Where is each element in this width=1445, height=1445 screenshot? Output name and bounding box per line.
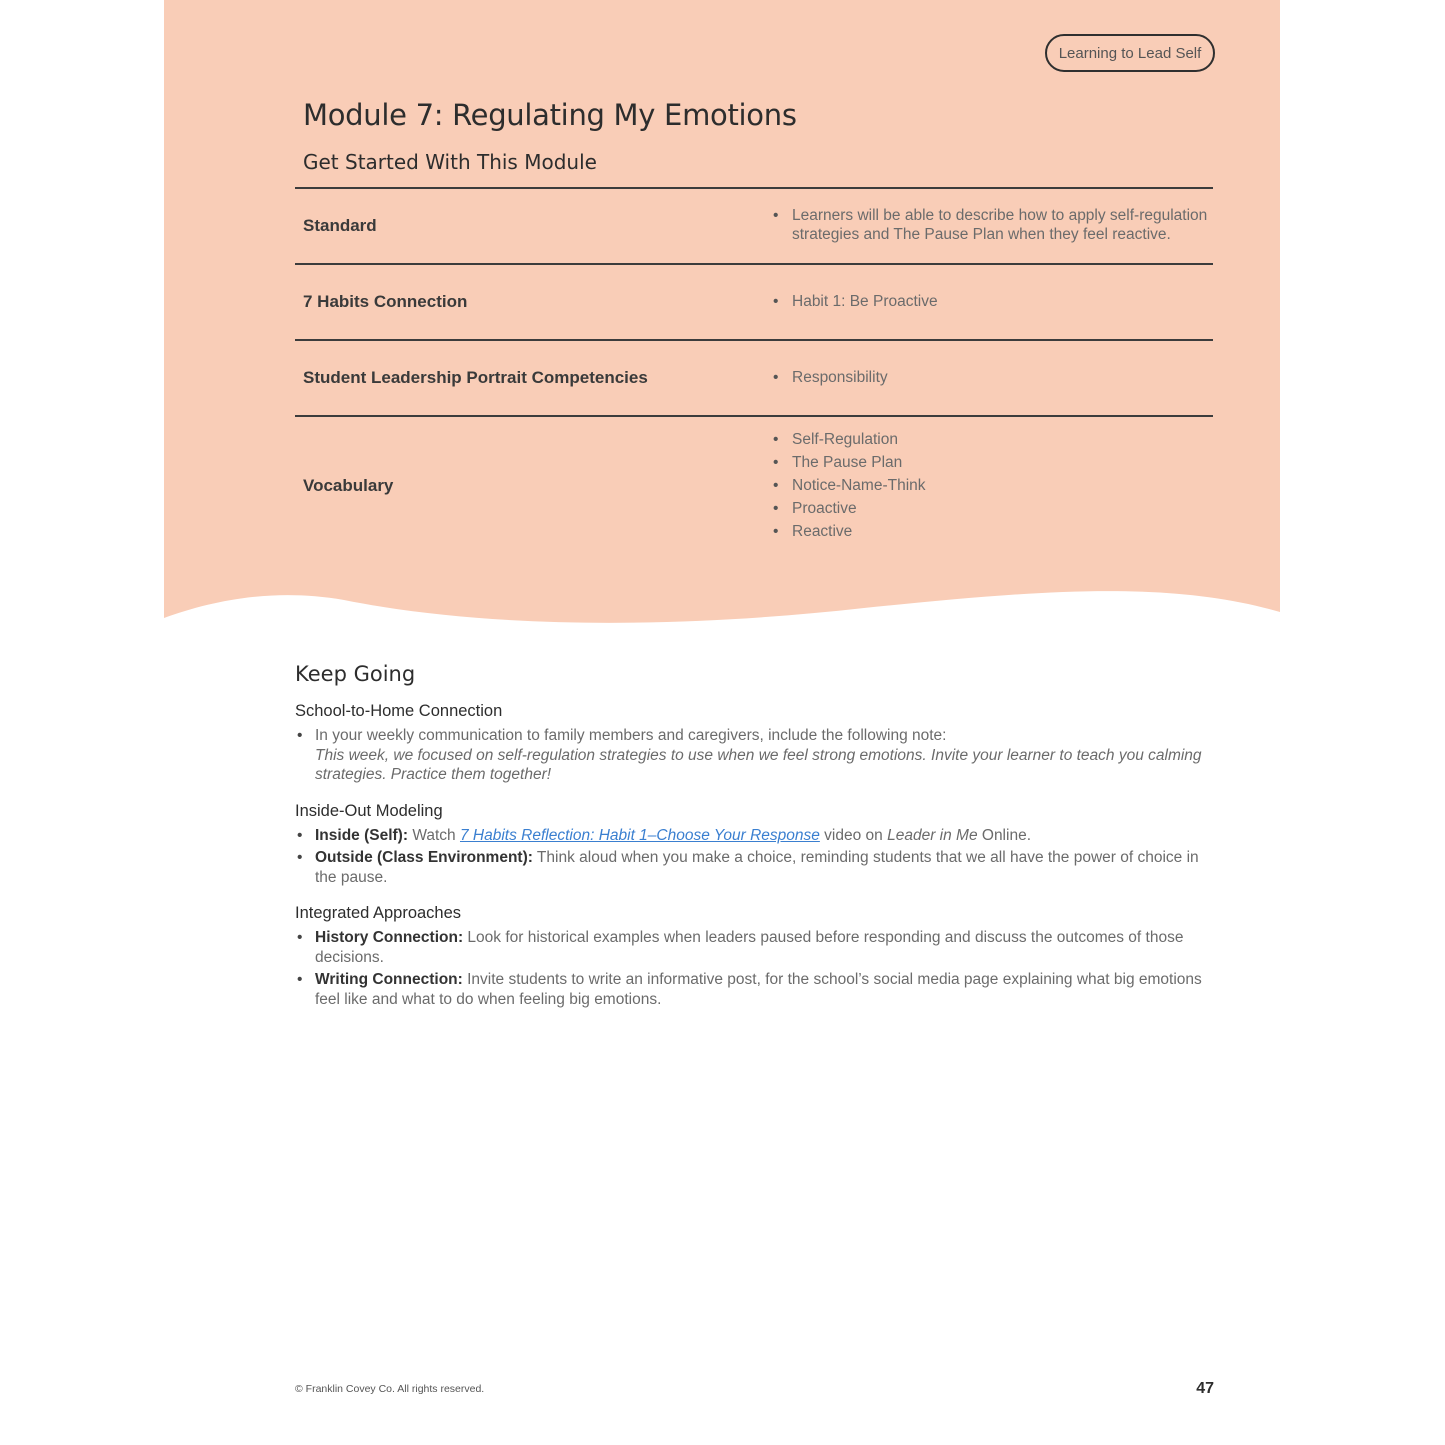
list-item	[295, 726, 1213, 785]
page-subtitle: Get Started With This Module	[303, 150, 597, 174]
table-row-vocabulary	[295, 415, 1213, 555]
integrated-list	[295, 928, 1213, 1009]
row-label: Student Leadership Portrait Competencies	[303, 368, 648, 387]
list-item: • Reactive	[773, 522, 1213, 541]
item-text: Online.	[977, 826, 1031, 844]
item-label: Writing Connection:	[315, 971, 463, 988]
list-item	[295, 928, 1213, 967]
item-label: Inside (Self):	[315, 826, 409, 844]
list-item	[295, 848, 1213, 887]
table-row-habits	[295, 263, 1213, 339]
item-text: Watch	[408, 826, 460, 844]
school-home-heading: School-to-Home Connection	[295, 702, 503, 720]
row-label: Vocabulary	[303, 476, 394, 495]
row-values	[773, 428, 1213, 545]
document-page	[164, 0, 1280, 1445]
item-text: Think aloud when you make a choice, reminding students that we all have the power of choice in the pause.	[315, 849, 1199, 886]
family-note: This week, we focused on self-regulation strategies to use when we feel strong emotions. Invite your learner to teach you calming strategies. Practice them together!	[315, 746, 1202, 783]
page-number: 47	[1196, 1380, 1214, 1397]
list-item: • Learners will be able to describe how to apply self-regulation strategies and The Pause Plan when they feel reactive.	[773, 206, 1213, 244]
integrated-heading: Integrated Approaches	[295, 904, 462, 922]
row-label: Standard	[303, 216, 377, 235]
row-values	[773, 290, 1213, 315]
list-item: • Habit 1: Be Proactive	[773, 292, 1213, 311]
keep-going-section	[295, 662, 1213, 1026]
list-item: • Self-Regulation	[773, 430, 1213, 449]
module-overview-table	[295, 187, 1213, 555]
school-home-list	[295, 726, 1213, 785]
list-item: • Responsibility	[773, 368, 1213, 387]
list-item	[295, 826, 1213, 846]
module-header-panel	[164, 0, 1280, 640]
list-item: • Notice-Name-Think	[773, 476, 1213, 495]
row-values	[773, 366, 1213, 391]
list-item: • The Pause Plan	[773, 453, 1213, 472]
item-label: Outside (Class Environment):	[315, 849, 533, 866]
table-row-standard	[295, 187, 1213, 263]
page-title: Module 7: Regulating My Emotions	[303, 98, 797, 132]
item-label: History Connection:	[315, 929, 464, 946]
row-label: 7 Habits Connection	[303, 292, 468, 311]
item-text: Invite students to write an informative post, for the school’s social media page explaining what big emotions feel like and what to do when feeling big emotions.	[315, 971, 1202, 1008]
modeling-list	[295, 826, 1213, 888]
section-heading: Keep Going	[295, 662, 416, 686]
video-link[interactable]: 7 Habits Reflection: Habit 1–Choose Your Response	[459, 826, 820, 844]
list-item	[295, 970, 1213, 1009]
row-values	[773, 204, 1213, 248]
unit-pill-badge: Learning to Lead Self	[1045, 34, 1215, 72]
item-text: In your weekly communication to family members and caregivers, include the following note:	[315, 727, 947, 744]
footer-copyright: © Franklin Covey Co. All rights reserved.	[295, 1383, 485, 1395]
list-item: • Proactive	[773, 499, 1213, 518]
item-text: Look for historical examples when leaders paused before responding and discuss the outcomes of those decisions.	[315, 929, 1184, 966]
source-name: Leader in Me	[887, 826, 978, 844]
modeling-heading: Inside-Out Modeling	[295, 801, 443, 820]
item-text: video on	[819, 826, 888, 844]
table-row-competencies	[295, 339, 1213, 415]
